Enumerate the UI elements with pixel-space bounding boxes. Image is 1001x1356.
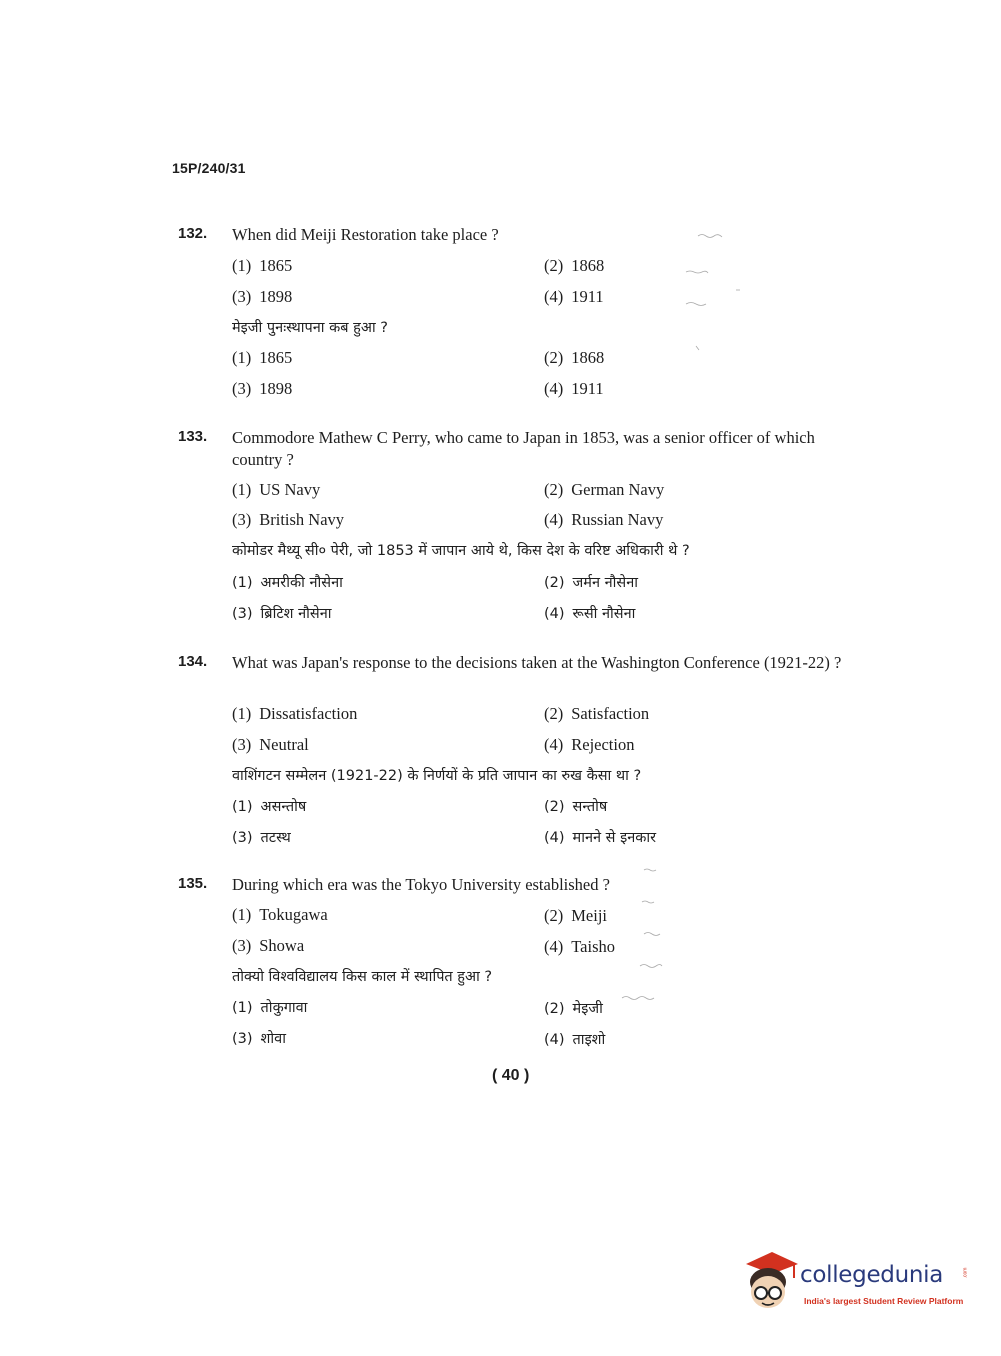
option-2-en: (2) 1868 — [544, 256, 605, 275]
option-1-hi: (1) अमरीकी नौसेना — [232, 575, 343, 591]
option-1-hi: (1) तोकुगावा — [232, 1000, 308, 1016]
option-1-hi: (1) असन्तोष — [232, 799, 307, 815]
option-3-en: (3) Showa — [232, 936, 305, 955]
collegedunia-logo — [742, 1248, 972, 1318]
option-4-hi: (4) 1911 — [544, 379, 604, 398]
option-4-en: (4) Rejection — [544, 735, 635, 754]
option-1-en: (1) Tokugawa — [232, 905, 328, 924]
option-2-hi: (2) 1868 — [544, 348, 605, 367]
option-1-hi: (1) 1865 — [232, 348, 293, 367]
option-4-hi: (4) रूसी नौसेना — [544, 606, 636, 622]
option-4-hi: (4) ताइशो — [544, 1032, 606, 1048]
option-1-en: (1) US Navy — [232, 480, 321, 499]
mascot-icon — [742, 1248, 800, 1314]
paper-code: 15P/240/31 — [172, 160, 246, 176]
option-3-hi: (3) 1898 — [232, 379, 293, 398]
option-3-en: (3) Neutral — [232, 735, 309, 754]
question-text-hi: मेइजी पुनःस्थापना कब हुआ ? — [232, 320, 388, 336]
option-2-en: (2) Meiji — [544, 906, 607, 925]
option-3-hi: (3) ब्रिटिश नौसेना — [232, 606, 332, 622]
option-3-hi: (3) तटस्थ — [232, 830, 291, 846]
option-2-hi: (2) सन्तोष — [544, 799, 608, 815]
brand-name: collegedunia — [800, 1262, 944, 1288]
question-text-hi: कोमोडर मैथ्यू सी० पेरी, जो 1853 में जापान आये थे, किस देश के वरिष्ट अधिकारी थे ? — [232, 543, 690, 559]
option-3-en: (3) 1898 — [232, 287, 293, 306]
page-number: ( 40 ) — [492, 1067, 530, 1084]
brand-suffix: .com — [962, 1267, 969, 1279]
question-number: 134. — [178, 653, 208, 670]
option-3-hi: (3) शोवा — [232, 1031, 286, 1047]
brand-tagline: India's largest Student Review Platform — [804, 1296, 964, 1306]
question-number: 135. — [178, 875, 208, 892]
option-2-en: (2) Satisfaction — [544, 704, 650, 723]
question-number: 132. — [178, 225, 208, 242]
option-2-hi: (2) मेइजी — [544, 1001, 603, 1017]
option-3-en: (3) British Navy — [232, 510, 345, 529]
question-text-hi: वाशिंगटन सम्मेलन (1921-22) के निर्णयों के प्रति जापान का रुख कैसा था ? — [232, 768, 642, 784]
question-text-en: During which era was the Tokyo University established ? — [232, 875, 610, 894]
option-4-en: (4) Taisho — [544, 937, 616, 956]
question-text-en: What was Japan's response to the decisions taken at the Washington Conference (1921-22) ? — [232, 653, 842, 672]
question-text-en: Commodore Mathew C Perry, who came to Japan in 1853, was a senior officer of which country ? — [232, 428, 815, 469]
question-text-en: When did Meiji Restoration take place ? — [232, 225, 499, 244]
option-4-en: (4) Russian Navy — [544, 510, 664, 529]
question-text-hi: तोक्यो विश्वविद्यालय किस काल में स्थापित हुआ ? — [232, 969, 493, 985]
question-number: 133. — [178, 428, 208, 445]
option-2-hi: (2) जर्मन नौसेना — [544, 575, 639, 591]
option-4-hi: (4) मानने से इनकार — [544, 830, 657, 846]
option-2-en: (2) German Navy — [544, 480, 665, 499]
option-1-en: (1) 1865 — [232, 256, 293, 275]
option-4-en: (4) 1911 — [544, 287, 604, 306]
option-1-en: (1) Dissatisfaction — [232, 704, 358, 723]
